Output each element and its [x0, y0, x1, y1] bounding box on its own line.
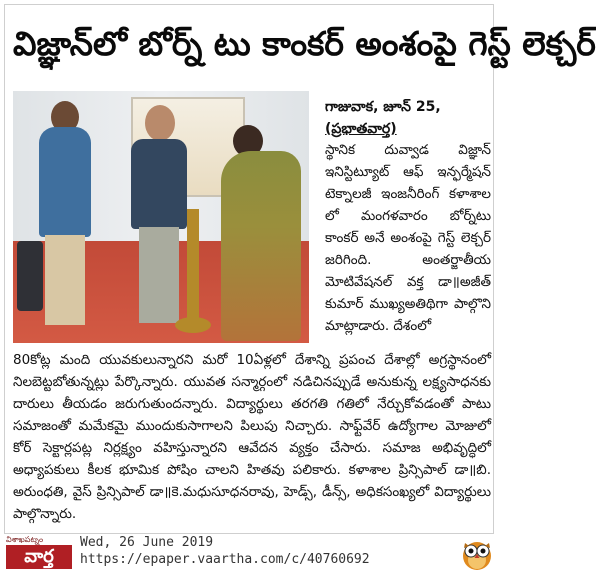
photo-person-center-head [145, 105, 175, 141]
photo-person-center [131, 139, 187, 229]
photo-chair [17, 241, 43, 311]
article-column-text: స్థానిక దువ్వాడ విజ్ఞాన్ ఇనిస్టిట్యూట్ ఆఫ్ ఇన్ఫర్మేషన్ టెక్నాలజీ ఇంజనీరింగ్ కళాశాల లో మంగళవారం బోర్న్‌టు కాంకర్ అనే అంశంపై గెస్ట్ లెక్చర్ జరిగింది. అంతర్జాతీయ మోటివేషనల్ వక్త డా॥అజీత్ కుమార్ ముఖ్యఅతిథిగా పాల్గొని మాట్లాడారు. దేశంలో [325, 142, 491, 334]
footer-url-link[interactable]: https://epaper.vaartha.com/c/40760692 [80, 552, 370, 567]
article-byline: (ప్రభాతవార్త) [325, 121, 397, 137]
article-body-text: 80కోట్ల మంది యువకులున్నారని మరో 10ఏళ్లలో దేశాన్ని ప్రపంచ దేశాల్లో అగ్రస్థానంలో నిలబెట్టబోతున్నట్లు పేర్కొన్నారు. యువత సన్మార్గంలో నడిచినప్పుడే అనుకున్న లక్ష్యసాధనకు దారులు తీయడం జరుగుతుందన్నారు. విద్యార్థులు తరగతి గతిలో నేర్చుకోవడంతో పాటు సమాజంతో మమేకమై ముందుకుసాగాలని పిలుపు నిచ్చారు. సాఫ్ట్‌వేర్ ఉద్యోగాల మోజులో కోర్ సెక్టార్లపట్ల నిర్లక్ష్యం వహిస్తున్నారని ఆవేదన వ్యక్తం చేసారు. సమాజ అభివృద్ధిలో అధ్యాపకులు కీలక భూమిక పోషిం చాలని హితవు పలికారు. కళాశాల ప్రిన్సిపాల్ డా॥బి. అరుంధతి, వైస్ ప్రిన్సిపాల్ డా॥కె.మధుసూధనరావు, హెడ్స్, డీన్స్, అధికసంఖ్యలో విద్యార్థులు పాల్గొన్నారు. [13, 352, 491, 522]
owl-mascot-icon [460, 537, 494, 571]
photo-person-center-legs [139, 227, 179, 323]
photo-person-right-saree [221, 151, 301, 341]
photo-oil-lamp [187, 209, 199, 329]
article-headline: విజ్ఞాన్‌లో బోర్న్ టు కాంకర్ అంశంపై గెస్ట్ లెక్చర్ [13, 24, 596, 63]
news-clipping [4, 4, 596, 534]
vaartha-logo [6, 535, 72, 571]
photo-oil-lamp-base [175, 317, 211, 333]
logo-wordmark: వార్త [6, 545, 72, 569]
article-photo [13, 91, 309, 343]
epaper-footer [0, 535, 498, 573]
photo-person-left-legs [45, 235, 85, 325]
article-dateline: గాజువాక, జూన్ 25, [325, 99, 441, 115]
photo-person-left [39, 127, 91, 237]
footer-date: Wed, 26 June 2019 [80, 535, 214, 550]
logo-edition-label: విశాఖపట్నం [6, 535, 43, 544]
